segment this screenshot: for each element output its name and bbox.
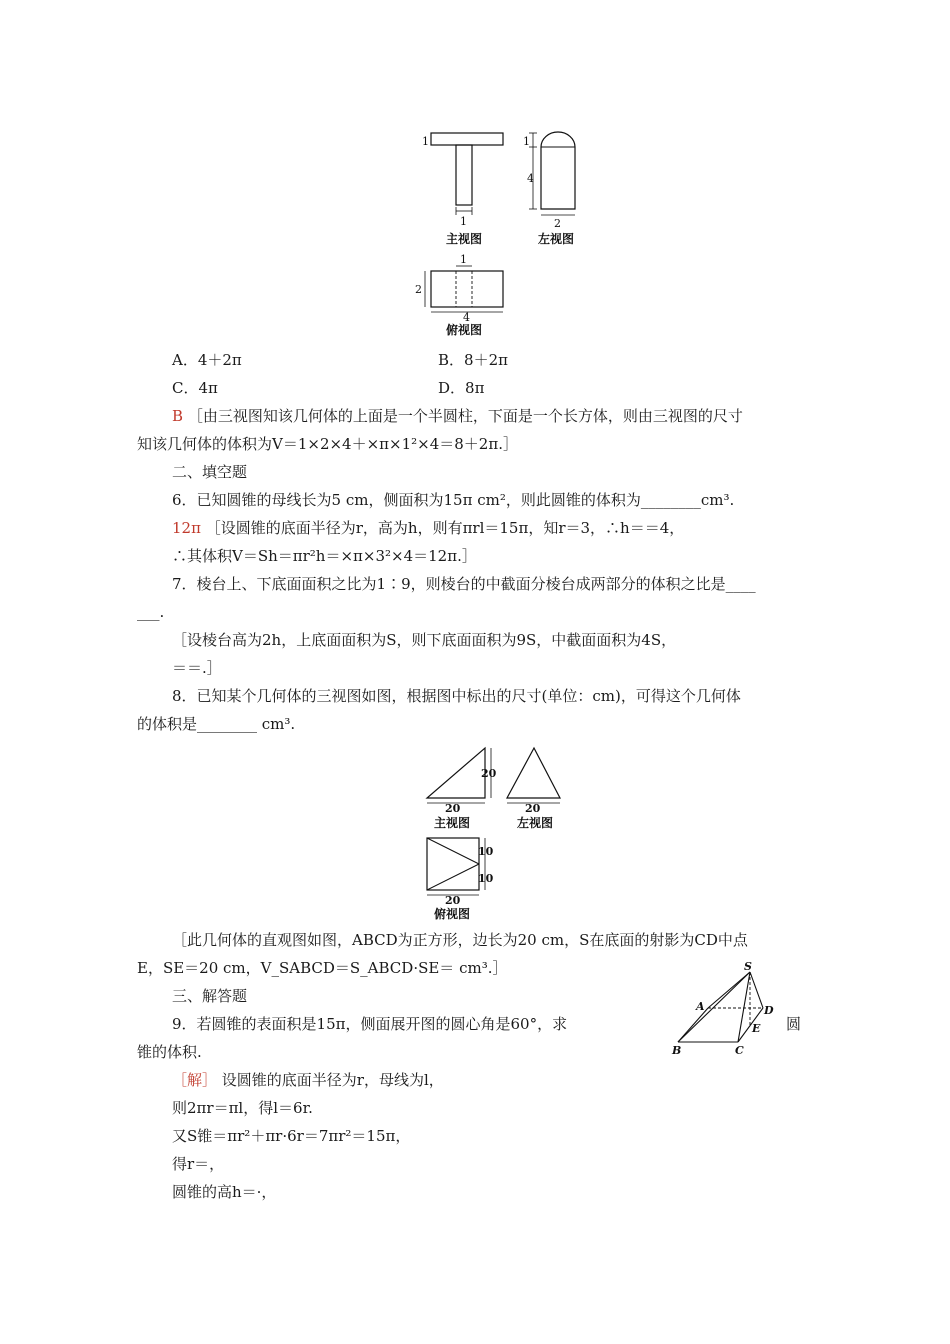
q7-explanation-line2: ＝＝.］: [172, 659, 222, 677]
fig1-main-dim-1: 1: [422, 135, 429, 148]
figure-2-three-views: [415, 740, 575, 920]
q8-explanation-line2: E，SE＝20 cm，V_SABCD＝S_ABCD·SE＝ cm³.］: [137, 959, 508, 977]
fig2-top-dim-width: 20: [445, 894, 461, 907]
q9-sol-text1: 设圆锥的底面半径为r，母线为l，: [221, 1071, 444, 1089]
fig2-top-dim-lower: 10: [478, 872, 494, 885]
fig2-left-dim-width: 20: [525, 802, 541, 815]
q7-explanation-line1: ［设棱台高为2h，上底面面积为S，则下底面面积为9S，中截面面积为4S，: [172, 631, 677, 649]
fig1-main-dim-bottom: 1: [460, 215, 467, 228]
fig3-label-b: B: [672, 1044, 682, 1057]
q5-explanation-line1: [172, 406, 743, 426]
q7-stem-line2: ___.: [137, 603, 165, 621]
q9-solution-line4: 得r＝，: [172, 1155, 225, 1173]
fig1-top-dim-1: 1: [460, 253, 467, 266]
fig1-left-dim-1: 1: [523, 135, 530, 148]
fig1-top-dim-4: 4: [463, 311, 470, 324]
q9-solution-line2: 则2πr＝πl，得l＝6r.: [172, 1099, 313, 1117]
q9-stem-line2: 锥的体积.: [137, 1043, 202, 1061]
fig1-left-dim-4: 4: [527, 172, 534, 185]
q6-expl-text1: ［设圆锥的底面半径为r，高为h，则有πrl＝15π，知r＝3，∴h＝＝4，: [205, 519, 685, 537]
q5-option-c: C．4π: [172, 379, 218, 397]
q8-explanation-line1: ［此几何体的直观图如图，ABCD为正方形，边长为20 cm，S在底面的射影为CD中点: [172, 931, 748, 949]
q9-solution-line1: [172, 1070, 444, 1090]
figure-1-three-views: [410, 125, 600, 340]
q5-answer: B: [172, 407, 184, 425]
figure-3-pyramid: [668, 958, 778, 1058]
fig1-main-caption: 主视图: [446, 232, 483, 246]
q7-stem-line1: 7．棱台上、下底面面积之比为1∶9，则棱台的中截面分棱台成两部分的体积之比是____: [172, 575, 756, 593]
q6-stem: 6．已知圆锥的母线长为5 cm，侧面积为15π cm²，则此圆锥的体积为________cm³.: [172, 491, 735, 509]
q5-option-a: A．4＋2π: [172, 351, 242, 369]
fig2-top-dim-upper: 10: [478, 845, 494, 858]
fig1-top-dim-2: 2: [415, 283, 422, 296]
q9-solution-line3: 又S锥＝πr²＋πr·6r＝7πr²＝15π，: [172, 1127, 411, 1145]
q6-explanation-line1: [172, 518, 684, 538]
fig2-main-caption: 主视图: [434, 816, 471, 830]
section-fill-in: 二、填空题: [172, 463, 248, 481]
q9-solution-label: ［解］: [172, 1071, 218, 1089]
fig2-main-dim-width: 20: [445, 802, 461, 815]
fig1-left-caption: 左视图: [538, 232, 575, 246]
fig1-top-caption: 俯视图: [446, 323, 483, 337]
figure-1-svg: [410, 125, 600, 340]
fig3-label-e: E: [752, 1022, 761, 1035]
fig3-label-c: C: [735, 1044, 744, 1057]
figure-2-svg: [415, 740, 575, 920]
q6-answer: 12π: [172, 519, 201, 537]
fig3-label-a: A: [696, 1000, 705, 1013]
q6-explanation-line2: ∴其体积V＝Sh＝πr²h＝×π×3²×4＝12π.］: [172, 547, 477, 565]
q5-option-d: D．8π: [438, 379, 485, 397]
q5-expl-text1: ［由三视图知该几何体的上面是一个半圆柱，下面是一个长方体，则由三视图的尺寸: [187, 407, 743, 425]
fig2-left-caption: 左视图: [517, 816, 554, 830]
q5-option-b: B．8＋2π: [438, 351, 508, 369]
fig1-left-dim-2: 2: [554, 217, 561, 230]
section-solutions: 三、解答题: [172, 987, 248, 1005]
fig3-label-s: S: [744, 960, 752, 973]
q8-stem-line2: 的体积是________ cm³.: [137, 715, 296, 733]
figure-3-svg: [668, 958, 778, 1058]
fig2-top-caption: 俯视图: [434, 907, 471, 920]
q9-stem-line1: 9．若圆锥的表面积是15π，侧面展开图的圆心角是60°，求: [172, 1015, 568, 1033]
q5-explanation-line2: 知该几何体的体积为V＝1×2×4＋×π×1²×4＝8＋2π.］: [137, 435, 518, 453]
q9-stem-tail: 圆: [786, 1015, 802, 1033]
q8-stem-line1: 8．已知某个几何体的三视图如图，根据图中标出的尺寸(单位：cm)，可得这个几何体: [172, 687, 741, 705]
q9-solution-line5: 圆锥的高h＝·，: [172, 1183, 277, 1201]
fig2-main-dim-height: 20: [481, 767, 497, 780]
fig3-label-d: D: [764, 1004, 774, 1017]
